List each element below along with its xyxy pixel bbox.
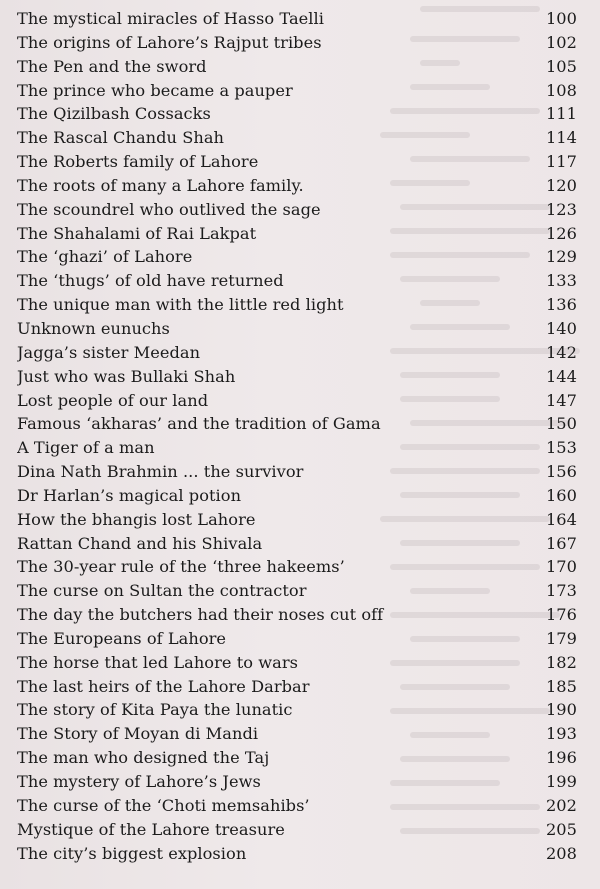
toc-entry <box>17 9 577 33</box>
toc-entry-page-number: 102 <box>545 32 577 52</box>
toc-entry-page-number: 196 <box>545 748 577 768</box>
toc-entry-page-number: 193 <box>545 724 577 744</box>
toc-entry-title: A Tiger of a man <box>17 438 155 458</box>
toc-entry-title: Dr Harlan’s magical potion <box>17 485 242 505</box>
toc-entry-title: The curse on Sultan the contractor <box>17 581 307 601</box>
toc-entry <box>17 57 577 81</box>
toc-entry <box>17 128 577 152</box>
toc-entry <box>17 391 577 415</box>
toc-entry-title: The horse that led Lahore to wars <box>17 652 299 672</box>
toc-entry-title: The curse of the ‘Choti memsahibs’ <box>17 795 310 815</box>
toc-entry-title: The ‘ghazi’ of Lahore <box>17 247 193 267</box>
toc-entry-title: The prince who became a pauper <box>17 80 293 100</box>
toc-entry-page-number: 167 <box>545 533 577 553</box>
toc-entry-title: Just who was Bullaki Shah <box>17 366 236 386</box>
table-of-contents <box>17 9 577 867</box>
toc-entry <box>17 581 577 605</box>
toc-entry-title: The story of Kita Paya the lunatic <box>17 700 293 720</box>
toc-entry-page-number: 133 <box>545 271 577 291</box>
toc-entry-page-number: 123 <box>545 199 577 219</box>
toc-entry-page-number: 117 <box>545 152 577 172</box>
toc-entry-title: The roots of many a Lahore family. <box>17 175 304 195</box>
toc-entry-title: Rattan Chand and his Shivala <box>17 533 263 553</box>
toc-entry-page-number: 176 <box>545 605 577 625</box>
toc-entry-page-number: 185 <box>545 676 577 696</box>
toc-entry <box>17 820 577 844</box>
toc-entry-page-number: 164 <box>545 509 577 529</box>
toc-entry-page-number: 190 <box>545 700 577 720</box>
toc-entry-page-number: 205 <box>545 819 577 839</box>
toc-entry <box>17 200 577 224</box>
toc-entry <box>17 677 577 701</box>
toc-entry-title: Mystique of the Lahore treasure <box>17 819 285 839</box>
toc-entry <box>17 367 577 391</box>
toc-entry-page-number: 136 <box>545 295 577 315</box>
toc-entry <box>17 700 577 724</box>
toc-entry <box>17 152 577 176</box>
toc-entry-page-number: 150 <box>545 414 577 434</box>
toc-entry <box>17 844 577 868</box>
toc-entry <box>17 534 577 558</box>
toc-entry-page-number: 111 <box>545 104 577 124</box>
toc-entry <box>17 295 577 319</box>
toc-entry-title: Lost people of our land <box>17 390 209 410</box>
toc-entry <box>17 557 577 581</box>
toc-entry-page-number: 114 <box>545 128 577 148</box>
toc-entry-title: The mystical miracles of Hasso Taelli <box>17 9 324 28</box>
toc-entry-page-number: 100 <box>545 9 577 28</box>
toc-entry-page-number: 179 <box>545 628 577 648</box>
toc-entry-page-number: 108 <box>545 80 577 100</box>
toc-entry-page-number: 156 <box>545 462 577 482</box>
toc-entry-page-number: 144 <box>545 366 577 386</box>
toc-entry-page-number: 129 <box>545 247 577 267</box>
toc-entry <box>17 33 577 57</box>
toc-entry-page-number: 147 <box>545 390 577 410</box>
toc-entry-title: The last heirs of the Lahore Darbar <box>17 676 310 696</box>
toc-entry-title: The city’s biggest explosion <box>17 843 247 863</box>
toc-entry-title: The origins of Lahore’s Rajput tribes <box>17 32 322 52</box>
toc-entry-title: Dina Nath Brahmin ... the survivor <box>17 462 304 482</box>
toc-entry-title: The man who designed the Taj <box>17 748 270 768</box>
toc-entry-title: The mystery of Lahore’s Jews <box>17 772 261 791</box>
toc-entry <box>17 343 577 367</box>
toc-entry <box>17 724 577 748</box>
toc-entry <box>17 414 577 438</box>
toc-entry-page-number: 182 <box>545 652 577 672</box>
toc-entry-title: The Pen and the sword <box>17 56 207 76</box>
toc-entry-title: The Shahalami of Rai Lakpat <box>17 223 257 243</box>
toc-entry-page-number: 202 <box>545 795 577 815</box>
toc-entry-title: The day the butchers had their noses cut off <box>17 605 384 625</box>
toc-entry-title: The 30-year rule of the ‘three hakeems’ <box>17 557 345 577</box>
toc-entry-page-number: 140 <box>545 318 577 338</box>
toc-entry <box>17 510 577 534</box>
toc-entry-title: The Roberts family of Lahore <box>17 152 259 172</box>
toc-entry-title: The Europeans of Lahore <box>17 628 227 648</box>
toc-entry-title: The unique man with the little red light <box>17 295 344 315</box>
toc-entry <box>17 605 577 629</box>
toc-entry-title: Famous ‘akharas’ and the tradition of Gama <box>17 414 381 434</box>
toc-entry-page-number: 208 <box>545 843 577 863</box>
toc-entry <box>17 796 577 820</box>
toc-entry-title: The Story of Moyan di Mandi <box>17 724 259 744</box>
toc-entry-title: How the bhangis lost Lahore <box>17 509 256 529</box>
toc-entry <box>17 319 577 343</box>
toc-entry-title: The scoundrel who outlived the sage <box>17 199 321 219</box>
toc-entry <box>17 104 577 128</box>
toc-entry-title: The Rascal Chandu Shah <box>17 128 225 148</box>
toc-entry <box>17 247 577 271</box>
toc-entry <box>17 772 577 796</box>
toc-entry-page-number: 120 <box>545 175 577 195</box>
toc-entry <box>17 629 577 653</box>
toc-entry <box>17 748 577 772</box>
toc-entry-page-number: 170 <box>545 557 577 577</box>
toc-entry-page-number: 153 <box>545 438 577 458</box>
toc-entry <box>17 81 577 105</box>
toc-entry-page-number: 160 <box>545 485 577 505</box>
toc-entry-title: The ‘thugs’ of old have returned <box>17 271 284 291</box>
toc-entry <box>17 462 577 486</box>
toc-entry <box>17 653 577 677</box>
toc-entry-title: Jagga’s sister Meedan <box>17 342 201 362</box>
toc-entry-page-number: 173 <box>545 581 577 601</box>
toc-entry-page-number: 142 <box>545 342 577 362</box>
toc-entry-title: The Qizilbash Cossacks <box>17 104 211 124</box>
toc-entry <box>17 224 577 248</box>
toc-entry-page-number: 126 <box>545 223 577 243</box>
toc-entry-title: Unknown eunuchs <box>17 318 170 338</box>
toc-entry <box>17 438 577 462</box>
toc-entry-page-number: 105 <box>545 56 577 76</box>
toc-entry <box>17 176 577 200</box>
toc-entry <box>17 486 577 510</box>
toc-entry <box>17 271 577 295</box>
toc-entry-page-number: 199 <box>545 772 577 791</box>
